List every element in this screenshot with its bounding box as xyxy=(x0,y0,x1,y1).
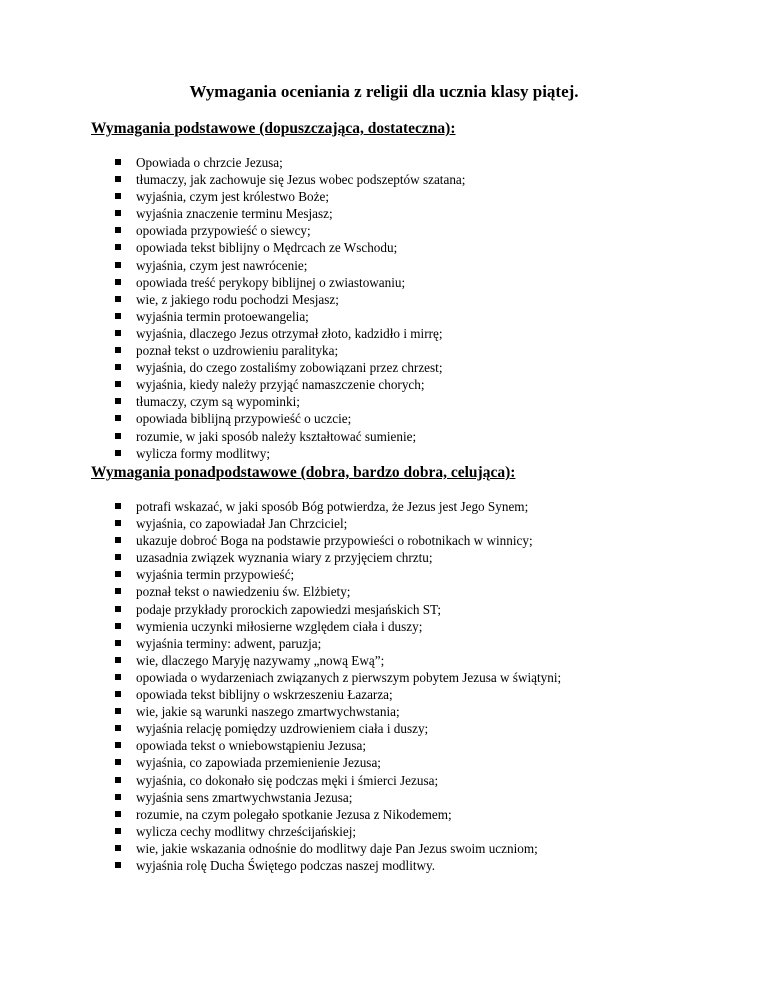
list-item xyxy=(112,205,465,222)
list-item xyxy=(112,823,561,840)
list-item xyxy=(112,515,561,532)
list-item-text: potrafi wskazać, w jaki sposób Bóg potwierdza, że Jezus jest Jego Synem; xyxy=(136,499,529,514)
square-bullet-icon xyxy=(115,571,121,577)
list-item xyxy=(112,652,561,669)
square-bullet-icon xyxy=(115,691,121,697)
square-bullet-icon xyxy=(115,674,121,680)
list-item-text: opowiada biblijną przypowieść o uczcie; xyxy=(136,411,352,427)
square-bullet-icon xyxy=(115,862,121,868)
square-bullet-icon xyxy=(115,296,121,302)
list-item-text: wymienia uczynki miłosierne względem ciała i duszy; xyxy=(136,618,423,634)
list-item-text: wyjaśnia termin protoewangelia; xyxy=(136,308,309,324)
list-item xyxy=(112,445,465,462)
section-heading-basic: Wymagania podstawowe (dopuszczająca, dostateczna): xyxy=(91,120,456,137)
list-item xyxy=(112,222,465,239)
square-bullet-icon xyxy=(115,415,121,421)
square-bullet-icon xyxy=(115,381,121,387)
list-item-text: wyjaśnia, kiedy należy przyjąć namaszczenie chorych; xyxy=(136,377,425,393)
list-item-text: Opowiada o chrzcie Jezusa; xyxy=(136,155,283,170)
list-item xyxy=(112,789,561,806)
list-item-text: opowiada tekst o wniebowstąpieniu Jezusa; xyxy=(136,738,366,754)
square-bullet-icon xyxy=(115,398,121,404)
list-item xyxy=(112,737,561,754)
list-item-text: wyjaśnia znaczenie terminu Mesjasz; xyxy=(136,206,333,222)
list-item xyxy=(112,806,561,823)
square-bullet-icon xyxy=(115,262,121,268)
square-bullet-icon xyxy=(115,176,121,182)
square-bullet-icon xyxy=(115,708,121,714)
square-bullet-icon xyxy=(115,588,121,594)
list-item-text: wyjaśnia terminy: adwent, paruzja; xyxy=(136,635,322,651)
list-item-text: podaje przykłady prorockich zapowiedzi mesjańskich ST; xyxy=(136,601,442,617)
requirements-list-basic xyxy=(112,154,465,462)
list-item-text: wylicza formy modlitwy; xyxy=(136,445,271,461)
list-item xyxy=(112,583,561,600)
list-item xyxy=(112,703,561,720)
list-item-text: ukazuje dobroć Boga na podstawie przypowieści o robotnikach w winnicy; xyxy=(136,533,533,549)
list-item-text: wyjaśnia, co dokonało się podczas męki i śmierci Jezusa; xyxy=(136,772,439,788)
list-item-text: wyjaśnia termin przypowieść; xyxy=(136,567,295,583)
list-item xyxy=(112,686,561,703)
square-bullet-icon xyxy=(115,433,121,439)
square-bullet-icon xyxy=(115,759,121,765)
section-heading-advanced: Wymagania ponadpodstawowe (dobra, bardzo dobra, celująca): xyxy=(91,464,516,481)
square-bullet-icon xyxy=(115,811,121,817)
square-bullet-icon xyxy=(115,364,121,370)
list-item-text: wyjaśnia relację pomiędzy uzdrowieniem ciała i duszy; xyxy=(136,721,429,737)
list-item xyxy=(112,566,561,583)
list-item xyxy=(112,342,465,359)
square-bullet-icon xyxy=(115,725,121,731)
list-item-text: wyjaśnia, dlaczego Jezus otrzymał złoto, kadzidło i mirrę; xyxy=(136,325,443,341)
list-item-text: tłumaczy, czym są wypominki; xyxy=(136,394,300,410)
list-item-text: wyjaśnia, czym jest królestwo Boże; xyxy=(136,189,330,205)
list-item xyxy=(112,359,465,376)
list-item-text: wyjaśnia, czym jest nawrócenie; xyxy=(136,257,308,273)
document-title: Wymagania oceniania z religii dla ucznia klasy piątej. xyxy=(189,82,579,101)
list-item xyxy=(112,720,561,737)
list-item-text: opowiada tekst biblijny o wskrzeszeniu Łazarza; xyxy=(136,687,393,703)
square-bullet-icon xyxy=(115,210,121,216)
list-item-text: wyjaśnia sens zmartwychwstania Jezusa; xyxy=(136,789,353,805)
list-item-text: uzasadnia związek wyznania wiary z przyjęciem chrztu; xyxy=(136,550,433,566)
list-item xyxy=(112,754,561,771)
list-item xyxy=(112,154,465,171)
list-item xyxy=(112,669,561,686)
square-bullet-icon xyxy=(115,313,121,319)
square-bullet-icon xyxy=(115,330,121,336)
square-bullet-icon xyxy=(115,193,121,199)
list-item xyxy=(112,325,465,342)
square-bullet-icon xyxy=(115,450,121,456)
list-item-text: wie, jakie wskazania odnośnie do modlitwy daje Pan Jezus swoim uczniom; xyxy=(136,840,538,856)
list-item xyxy=(112,376,465,393)
list-item-text: wylicza cechy modlitwy chrześcijańskiej; xyxy=(136,823,357,839)
list-item xyxy=(112,549,561,566)
square-bullet-icon xyxy=(115,640,121,646)
square-bullet-icon xyxy=(115,606,121,612)
square-bullet-icon xyxy=(115,742,121,748)
list-item xyxy=(112,857,561,874)
list-item xyxy=(112,188,465,205)
list-item xyxy=(112,308,465,325)
list-item xyxy=(112,532,561,549)
requirements-list-advanced xyxy=(112,498,561,874)
list-item-text: opowiada przypowieść o siewcy; xyxy=(136,223,311,239)
list-item-text: wie, jakie są warunki naszego zmartwychwstania; xyxy=(136,704,400,720)
square-bullet-icon xyxy=(115,503,121,509)
list-item xyxy=(112,601,561,618)
list-item xyxy=(112,772,561,789)
square-bullet-icon xyxy=(115,537,121,543)
list-item-text: rozumie, w jaki sposób należy kształtować sumienie; xyxy=(136,428,417,444)
square-bullet-icon xyxy=(115,159,121,165)
square-bullet-icon xyxy=(115,279,121,285)
square-bullet-icon xyxy=(115,828,121,834)
square-bullet-icon xyxy=(115,227,121,233)
list-item xyxy=(112,171,465,188)
list-item-text: opowiada o wydarzeniach związanych z pierwszym pobytem Jezusa w świątyni; xyxy=(136,669,562,685)
list-item-text: opowiada treść perykopy biblijnej o zwiastowaniu; xyxy=(136,274,406,290)
square-bullet-icon xyxy=(115,657,121,663)
list-item xyxy=(112,840,561,857)
list-item-text: wie, z jakiego rodu pochodzi Mesjasz; xyxy=(136,291,339,307)
list-item-text: wyjaśnia rolę Ducha Świętego podczas naszej modlitwy. xyxy=(136,857,436,873)
list-item-text: poznał tekst o nawiedzeniu św. Elżbiety; xyxy=(136,584,351,600)
square-bullet-icon xyxy=(115,520,121,526)
list-item-text: wyjaśnia, co zapowiada przemienienie Jezusa; xyxy=(136,755,381,771)
square-bullet-icon xyxy=(115,347,121,353)
square-bullet-icon xyxy=(115,623,121,629)
list-item xyxy=(112,274,465,291)
list-item-text: poznał tekst o uzdrowieniu paralityka; xyxy=(136,343,339,359)
list-item xyxy=(112,498,561,515)
list-item xyxy=(112,618,561,635)
list-item xyxy=(112,239,465,256)
list-item-text: wie, dlaczego Maryję nazywamy „nową Ewą”; xyxy=(136,652,385,668)
list-item-text: opowiada tekst biblijny o Mędrcach ze Wschodu; xyxy=(136,240,398,256)
list-item xyxy=(112,291,465,308)
list-item xyxy=(112,257,465,274)
list-item xyxy=(112,410,465,427)
square-bullet-icon xyxy=(115,777,121,783)
square-bullet-icon xyxy=(115,554,121,560)
square-bullet-icon xyxy=(115,244,121,250)
square-bullet-icon xyxy=(115,794,121,800)
list-item xyxy=(112,393,465,410)
list-item-text: wyjaśnia, do czego zostaliśmy zobowiązani przez chrzest; xyxy=(136,360,443,376)
list-item xyxy=(112,635,561,652)
list-item-text: tłumaczy, jak zachowuje się Jezus wobec podszeptów szatana; xyxy=(136,172,466,188)
list-item-text: wyjaśnia, co zapowiadał Jan Chrzciciel; xyxy=(136,516,348,532)
list-item xyxy=(112,428,465,445)
square-bullet-icon xyxy=(115,845,121,851)
list-item-text: rozumie, na czym polegało spotkanie Jezusa z Nikodemem; xyxy=(136,806,452,822)
